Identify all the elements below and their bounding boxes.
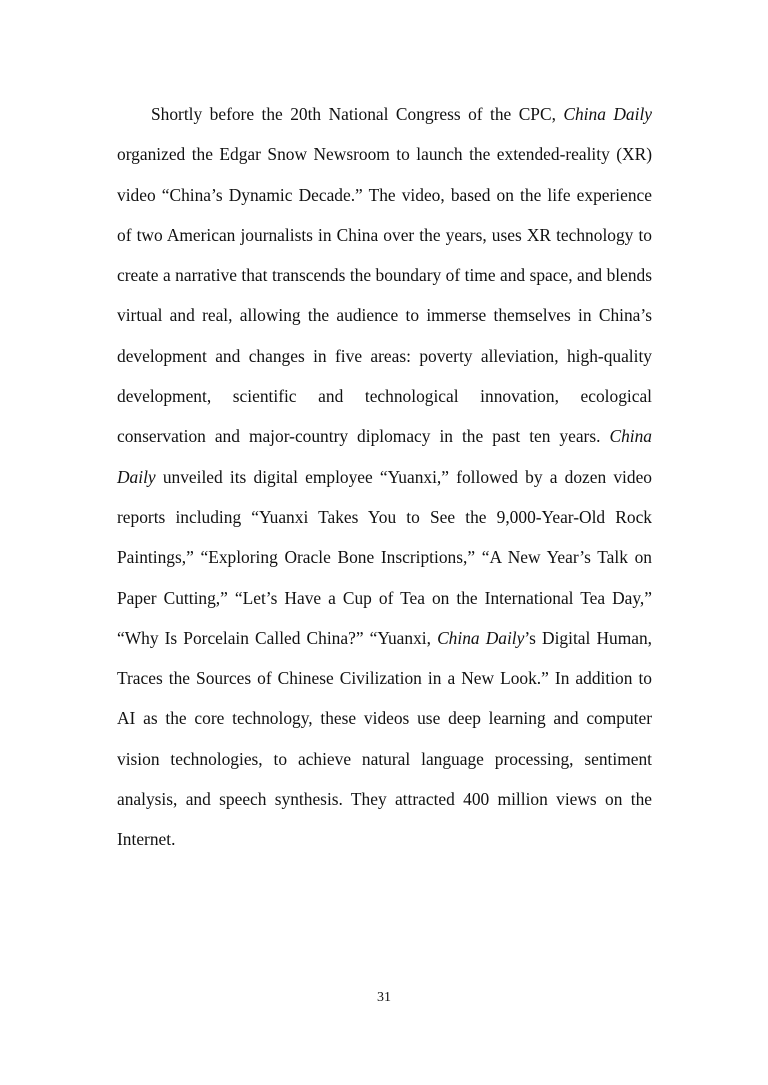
page-number: 31 <box>377 990 391 1005</box>
newspaper-name-italic-2: China Daily <box>117 426 652 487</box>
paragraph-text-3: unveiled its digital employee “Yuanxi,” followed by a dozen video reports including “Yuanxi Takes You to See the 9,000-Year-Old Rock Paintings,” “Exploring Oracle Bone Inscriptions,” “A New Year’s Talk on Paper Cutting,” “Let’s Have a Cup of Tea on the International Tea Day,” “Why Is Porcelain Called China?” “Yuanxi, <box>117 466 652 648</box>
paragraph-text-4: ’s Digital Human, Traces the Sources of Chinese Civilization in a New Look.” In addition to AI as the core technology, these videos use deep learning and computer vision technologies, to achieve natural language processing, sentiment analysis, and speech synthesis. They attracted 400 million views on the Internet. <box>117 627 652 850</box>
paragraph-text-1: Shortly before the 20th National Congress of the CPC, <box>151 104 564 124</box>
newspaper-name-italic-3: China Daily <box>437 627 525 648</box>
paragraph-text-2: organized the Edgar Snow Newsroom to launch the extended-reality (XR) video “China’s Dynamic Decade.” The video, based on the life experience of two American journalists in China over the years, uses XR technology to create a narrative that transcends the boundary of time and space, and blends virtual and real, allowing the audience to immerse themselves in China’s development and changes in five areas: poverty alleviation, high-quality development, scientific and technological innovation, ecological conservation and major-country diplomacy in the past ten years. <box>117 144 652 447</box>
newspaper-name-italic-1: China Daily <box>563 104 652 124</box>
body-paragraph <box>117 94 652 860</box>
